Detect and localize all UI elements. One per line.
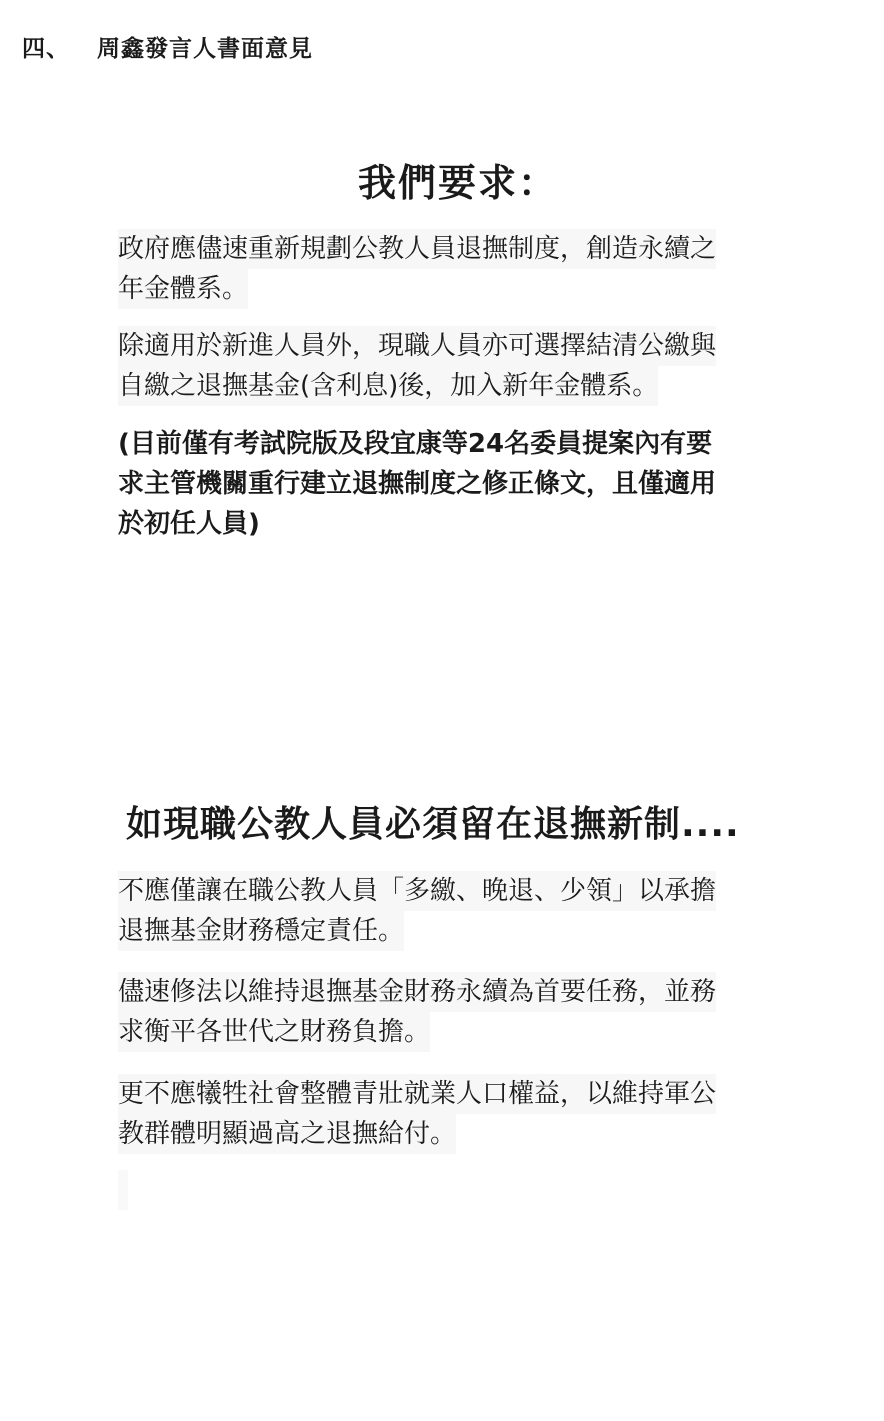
paragraph-line: 求衡平各世代之財務負擔。 (118, 1012, 430, 1052)
paragraph-4 (118, 871, 716, 951)
paragraph-2 (118, 326, 716, 406)
paragraph-3 (118, 424, 716, 544)
paragraph-line: 儘速修法以維持退撫基金財務永續為首要任務，並務 (118, 972, 716, 1012)
paragraph-line: 政府應儘速重新規劃公教人員退撫制度，創造永續之 (118, 229, 716, 269)
paragraph-line: 自繳之退撫基金(含利息)後，加入新年金體系。 (118, 366, 658, 406)
heading-demands: 我們要求： (358, 161, 559, 205)
paragraph-line: 年金體系。 (118, 269, 248, 309)
heading-current-staff: 如現職公教人員必須留在退撫新制.... (126, 804, 740, 845)
paragraph-5 (118, 972, 716, 1052)
section-title: 周鑫發言人書面意見 (97, 35, 313, 62)
paragraph-line: 除適用於新進人員外，現職人員亦可選擇結清公繳與 (118, 326, 716, 366)
paragraph-line: 更不應犧牲社會整體青壯就業人口權益，以維持軍公 (118, 1074, 716, 1114)
paragraph-1 (118, 229, 716, 309)
paragraph-line: 不應僅讓在職公教人員「多繳、晚退、少領」以承擔 (118, 871, 716, 911)
paragraph-line: 退撫基金財務穩定責任。 (118, 911, 404, 951)
paragraph-line: (目前僅有考試院版及段宜康等24名委員提案內有要 (118, 429, 713, 459)
paragraph-line: 於初任人員) (118, 509, 260, 539)
paragraph-line: 教群體明顯過高之退撫給付。 (118, 1114, 456, 1154)
paragraph-6 (118, 1074, 716, 1154)
empty-line-placeholder (118, 1170, 128, 1210)
paragraph-line: 求主管機關重行建立退撫制度之修正條文，且僅適用 (118, 469, 717, 499)
document-header (22, 30, 313, 63)
section-number: 四、 (22, 35, 70, 62)
